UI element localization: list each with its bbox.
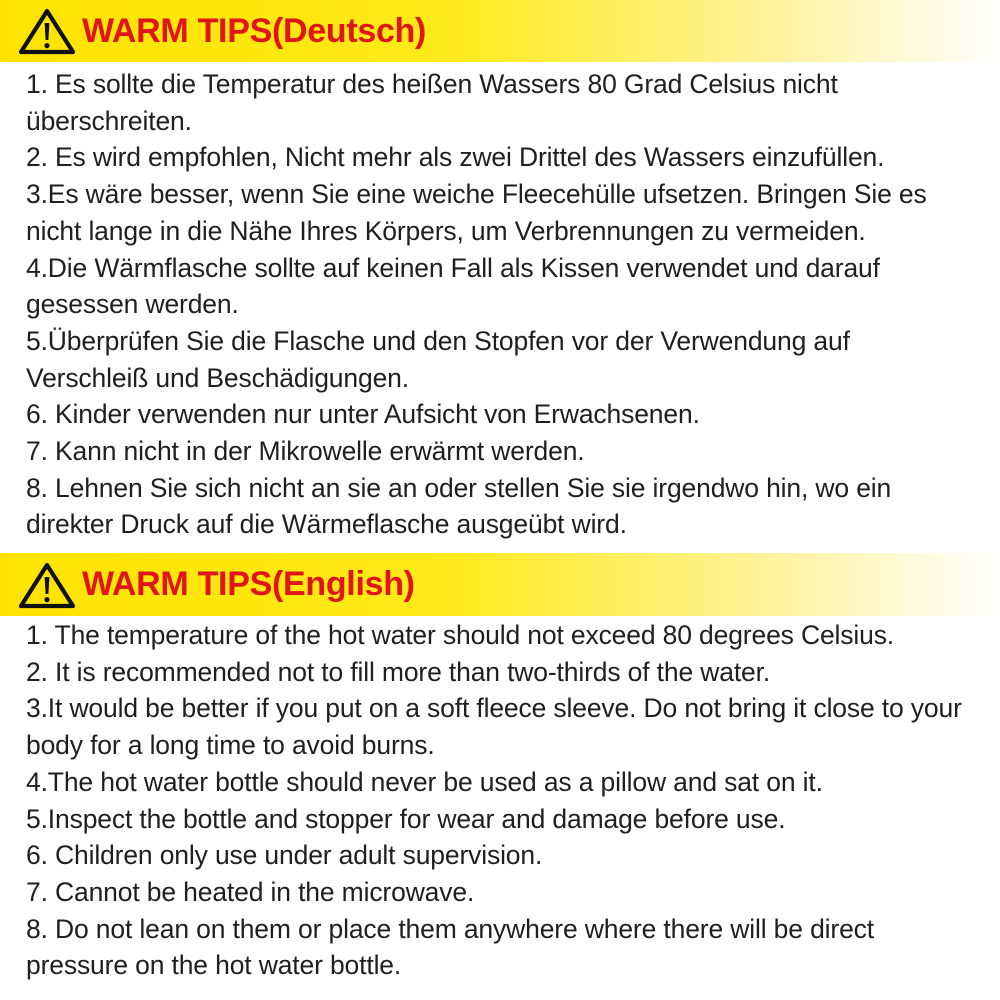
list-item: 7. Kann nicht in der Mikrowelle erwärmt werden. xyxy=(26,436,585,467)
list-item: 2. It is recommended not to fill more than two-thirds of the water. xyxy=(26,656,771,687)
list-item: 6. Kinder verwenden nur unter Aufsicht von Erwachsenen. xyxy=(26,399,700,430)
list-item: 5.Überprüfen Sie die Flasche und den Stopfen vor der Verwendung auf Verschleiß und Beschädigungen. xyxy=(26,325,850,393)
warm-tips-english-section xyxy=(0,553,1000,984)
section-title: WARM TIPS(English) xyxy=(82,565,415,603)
list-item: 5.Inspect the bottle and stopper for wear and damage before use. xyxy=(26,803,786,834)
list-item: 1. The temperature of the hot water should not exceed 80 degrees Celsius. xyxy=(26,620,895,650)
list-item: 6. Children only use under adult supervision. xyxy=(26,840,543,871)
list-item: 8. Do not lean on them or place them anywhere where there will be direct pressure on the hot water bottle. xyxy=(26,913,874,981)
section-banner xyxy=(0,553,1000,616)
list-item: 4.The hot water bottle should never be used as a pillow and sat on it. xyxy=(26,766,823,797)
warning-triangle-icon xyxy=(18,7,76,55)
section-title: WARM TIPS(Deutsch) xyxy=(82,11,427,50)
list-item: 3.It would be better if you put on a soft fleece sleeve. Do not bring it close to your body for a long time to avoid burns. xyxy=(26,693,962,761)
list-item: 8. Lehnen Sie sich nicht an sie an oder stellen Sie sie irgendwo hin, wo ein direkter Druck auf die Wärmeflasche ausgeübt wird. xyxy=(26,472,892,540)
list-item: 4.Die Wärmflasche sollte auf keinen Fall als Kissen verwendet und darauf gesessen werden. xyxy=(26,252,880,320)
list-item: 3.Es wäre besser, wenn Sie eine weiche Fleecehülle ufsetzen. Bringen Sie es nicht lange in die Nähe Ihres Körpers, um Verbrennungen zu vermeiden. xyxy=(26,179,927,246)
section-banner xyxy=(0,0,1000,62)
warning-triangle-icon xyxy=(18,561,76,609)
list-item: 2. Es wird empfohlen, Nicht mehr als zwei Drittel des Wassers einzufüllen. xyxy=(26,142,885,173)
tips-list xyxy=(0,66,1000,543)
list-item: 7. Cannot be heated in the microwave. xyxy=(26,876,475,907)
list-item: 1. Es sollte die Temperatur des heißen Wassers 80 Grad Celsius nicht überschreiten. xyxy=(26,69,838,136)
tips-list xyxy=(0,617,1000,984)
